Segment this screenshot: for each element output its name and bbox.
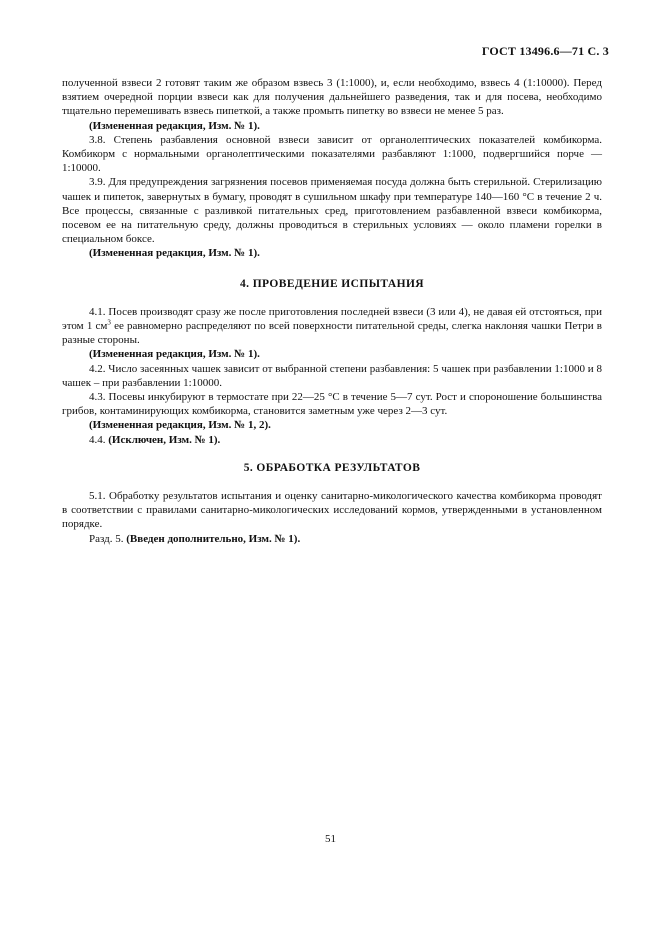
clause-4-1-text-start: 4.1. Посев производят сразу же после приготовления последней взвеси (3 или 4), не давая ей отстояться, при этом 1 см <box>62 305 602 333</box>
section-5-note-text: (Введен дополнительно, Изм. № 1). <box>126 532 301 545</box>
amendment-note: (Измененная редакция, Изм. № 1). <box>89 247 260 260</box>
document-header: ГОСТ 13496.6—71 С. 3 <box>481 44 609 58</box>
clause-4-2: 4.2. Число засеянных чашек зависит от выбранной степени разбавления: 5 чашек при разбавлении 1:1000 и 8 чашек – при разбавлении 1:10000. <box>62 362 602 389</box>
intro-paragraph: полученной взвеси 2 готовят таким же образом взвесь 3 (1:1000), и, если необходимо, взвесь 4 (1:10000). Перед взятием очередной порции взвеси как для получения дальнейшего разведения, так и для посева, необходимо тщательно перемешивать взвесь пипеткой, а также промыть пипетку во взвеси не менее 5 раз. <box>62 77 602 118</box>
clause-4-4 <box>62 433 602 447</box>
section-5-note <box>62 532 602 546</box>
clause-4-1-superscript: 3 <box>107 318 111 327</box>
clause-4-1-text-end: ее равномерно распределяют по всей поверхности питательной среды, слегка наклоняя чашки Петри в разные стороны. <box>62 320 602 347</box>
section-5-note-prefix: Разд. 5. <box>89 532 124 545</box>
clause-3-8: 3.8. Степень разбавления основной взвеси зависит от органолептических показателей комбикорма. Комбикорм с нормальными органолептическими показателями разбавляют 1:1000, подвергшийся порче — 1:10000. <box>62 133 602 175</box>
clause-5-1: 5.1. Обработку результатов испытания и оценку санитарно-микологического качества комбикорма проводят в соответствии с правилами санитарно-микологических исследований кормов, утвержденными в установленном порядке. <box>62 490 602 531</box>
amendment-note: (Измененная редакция, Изм. № 1). <box>89 119 260 132</box>
clause-4-3: 4.3. Посевы инкубируют в термостате при 22—25 °С в течение 5—7 сут. Рост и спороношение большинства грибов, контаминирующих комбикорма, становится заметным уже через 2—3 сут. <box>62 391 602 418</box>
amendment-note: (Измененная редакция, Изм. № 1). <box>89 348 260 361</box>
page-number: 51 <box>325 833 336 845</box>
clause-4-4-number: 4.4. <box>89 433 106 446</box>
clause-4-1 <box>62 305 602 348</box>
clause-4-4-status: (Исключен, Изм. № 1). <box>108 433 221 446</box>
document-body <box>62 76 602 546</box>
section-4-title: 4. ПРОВЕДЕНИЕ ИСПЫТАНИЯ <box>240 277 424 290</box>
amendment-note: (Измененная редакция, Изм. № 1, 2). <box>89 419 271 432</box>
section-5-title: 5. ОБРАБОТКА РЕЗУЛЬТАТОВ <box>243 461 421 474</box>
clause-3-9: 3.9. Для предупреждения загрязнения посевов применяемая посуда должна быть стерильной. Стерилизацию чашек и пипеток, завернутых в бумагу, проводят в сушильном шкафу при температуре 140—160 °С в течение 2 ч. Все процессы, связанные с разливкой питательных сред, приготовлением разбавленной взвеси комбикорма, посевом ее на питательную среду, должны проводиться в стерильных условиях — около пламени горелки в специальном боксе. <box>62 176 602 246</box>
